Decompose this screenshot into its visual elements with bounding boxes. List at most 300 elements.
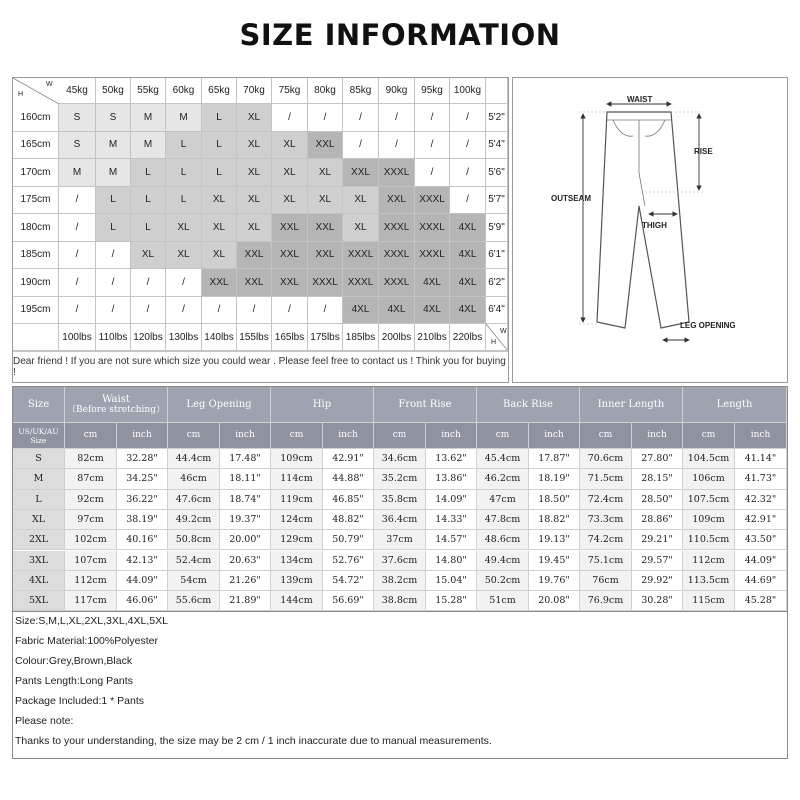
cm-value: 36.4cm <box>374 510 426 530</box>
footer-height-label: H <box>491 339 497 346</box>
inch-subheader: inch <box>323 423 374 449</box>
size-cell: XXXL <box>379 242 415 270</box>
inch-value: 14.09" <box>426 490 477 510</box>
size-cell: XXXL <box>415 214 450 242</box>
cm-value: 45.4cm <box>477 449 529 469</box>
inch-value: 46.85" <box>323 490 374 510</box>
weight-kg-header: 85kg <box>343 78 379 104</box>
cm-value: 48.6cm <box>477 530 529 550</box>
waist-label: WAIST <box>627 95 653 104</box>
size-cell: / <box>59 269 96 297</box>
inch-value: 44.69" <box>735 571 787 591</box>
size-cell: XL <box>131 242 166 270</box>
inch-subheader: inch <box>735 423 787 449</box>
cm-value: 49.2cm <box>168 510 220 530</box>
back-rise-header <box>477 387 580 423</box>
inch-value: 17.87" <box>529 449 580 469</box>
waist-subheader: （Before stretching） <box>67 404 165 415</box>
cm-value: 104.5cm <box>683 449 735 469</box>
grid-note: Dear friend ! If you are not sure which size you could wear . Please feel free to contact us ! Think you for buying ! <box>13 351 508 382</box>
size-cell: L <box>202 132 237 160</box>
size-label: XL <box>13 510 65 530</box>
inch-subheader: inch <box>220 423 271 449</box>
inch-value: 21.26" <box>220 571 271 591</box>
height-ft-label: 5'4" <box>486 132 508 160</box>
size-cell: S <box>59 104 96 132</box>
weight-kg-header: 90kg <box>379 78 415 104</box>
height-ft-label: 5'7" <box>486 187 508 215</box>
note-line: Size:S,M,L,XL,2XL,3XL,4XL,5XL <box>15 615 168 627</box>
note-line: Please note: <box>15 715 74 727</box>
weight-kg-header: 65kg <box>202 78 237 104</box>
cm-value: 129cm <box>271 530 323 550</box>
inch-value: 56.69" <box>323 591 374 611</box>
inch-value: 27.80" <box>632 449 683 469</box>
cm-value: 76cm <box>580 571 632 591</box>
size-cell: XXL <box>343 159 379 187</box>
inch-value: 18.82" <box>529 510 580 530</box>
cm-value: 113.5cm <box>683 571 735 591</box>
cm-value: 97cm <box>65 510 117 530</box>
size-cell: XL <box>202 187 237 215</box>
weight-lbs-footer: 165lbs <box>272 324 308 351</box>
inch-value: 42.91" <box>735 510 787 530</box>
size-label: 5XL <box>13 591 65 611</box>
cm-value: 92cm <box>65 490 117 510</box>
height-cm-label: 165cm <box>13 132 59 160</box>
weight-kg-header: 55kg <box>131 78 166 104</box>
cm-value: 35.8cm <box>374 490 426 510</box>
weight-kg-header: 75kg <box>272 78 308 104</box>
size-cell: XL <box>343 187 379 215</box>
weight-kg-header: 60kg <box>166 78 202 104</box>
height-ft-label: 6'4" <box>486 297 508 325</box>
cm-subheader: cm <box>65 423 117 449</box>
pants-outline-drawing <box>513 78 787 382</box>
size-cell: / <box>96 297 131 325</box>
size-cell: 4XL <box>450 269 486 297</box>
height-cm-label: 160cm <box>13 104 59 132</box>
size-cell: XXXL <box>379 159 415 187</box>
cm-value: 82cm <box>65 449 117 469</box>
cm-value: 46cm <box>168 469 220 489</box>
cm-value: 117cm <box>65 591 117 611</box>
cm-value: 76.9cm <box>580 591 632 611</box>
size-cell: XXXL <box>379 269 415 297</box>
inch-value: 19.76" <box>529 571 580 591</box>
inch-value: 42.32" <box>735 490 787 510</box>
size-label: M <box>13 469 65 489</box>
size-cell: L <box>131 159 166 187</box>
cm-value: 144cm <box>271 591 323 611</box>
size-cell: XL <box>237 104 272 132</box>
inch-value: 18.11" <box>220 469 271 489</box>
height-cm-label: 190cm <box>13 269 59 297</box>
size-label: S <box>13 449 65 469</box>
height-cm-label: 195cm <box>13 297 59 325</box>
size-cell: XL <box>237 159 272 187</box>
cm-value: 37cm <box>374 530 426 550</box>
cm-value: 44.4cm <box>168 449 220 469</box>
size-cell: 4XL <box>450 242 486 270</box>
inner-length-header <box>580 387 683 423</box>
size-cell: / <box>272 297 308 325</box>
size-cell: XXL <box>272 242 308 270</box>
size-cell: XXL <box>379 187 415 215</box>
inch-value: 29.21" <box>632 530 683 550</box>
height-cm-label: 170cm <box>13 159 59 187</box>
cm-value: 47cm <box>477 490 529 510</box>
size-cell: / <box>450 132 486 160</box>
size-cell: XL <box>237 187 272 215</box>
inch-value: 28.50" <box>632 490 683 510</box>
size-cell: XXXL <box>308 269 343 297</box>
size-cell: / <box>343 104 379 132</box>
waist-header-label: Waist <box>102 393 130 405</box>
inch-value: 36.22" <box>117 490 168 510</box>
size-cell: / <box>450 159 486 187</box>
size-cell: M <box>166 104 202 132</box>
footer-blank <box>13 324 59 351</box>
cm-value: 119cm <box>271 490 323 510</box>
weight-lbs-footer: 130lbs <box>166 324 202 351</box>
size-cell: 4XL <box>415 297 450 325</box>
rise-label: RISE <box>694 147 713 156</box>
region-size-header: US/UK/AU Size <box>13 423 65 449</box>
size-cell: M <box>96 132 131 160</box>
outseam-label: OUTSEAM <box>551 194 591 203</box>
inch-subheader: inch <box>426 423 477 449</box>
size-cell: 4XL <box>415 269 450 297</box>
inch-value: 42.91" <box>323 449 374 469</box>
inch-value: 18.50" <box>529 490 580 510</box>
size-cell: XL <box>272 132 308 160</box>
size-header: Size <box>13 387 65 423</box>
size-cell: XXL <box>272 214 308 242</box>
back-rise-header-label: Back Rise <box>503 399 553 410</box>
size-cell: L <box>202 104 237 132</box>
size-cell: / <box>166 269 202 297</box>
cm-value: 38.2cm <box>374 571 426 591</box>
cm-value: 37.6cm <box>374 551 426 571</box>
inch-value: 32.28" <box>117 449 168 469</box>
inch-value: 46.06" <box>117 591 168 611</box>
inch-subheader: inch <box>529 423 580 449</box>
size-cell: 4XL <box>343 297 379 325</box>
size-cell: L <box>96 214 131 242</box>
cm-value: 54cm <box>168 571 220 591</box>
inch-value: 42.13" <box>117 551 168 571</box>
inch-value: 15.28" <box>426 591 477 611</box>
page-title: SIZE INFORMATION <box>239 18 561 52</box>
height-ft-label: 5'9" <box>486 214 508 242</box>
inch-value: 40.16" <box>117 530 168 550</box>
size-cell: M <box>59 159 96 187</box>
inch-value: 29.92" <box>632 571 683 591</box>
size-cell: XXXL <box>343 269 379 297</box>
cm-value: 102cm <box>65 530 117 550</box>
cm-value: 112cm <box>683 551 735 571</box>
inch-value: 38.19" <box>117 510 168 530</box>
size-cell: / <box>166 297 202 325</box>
cm-value: 34.6cm <box>374 449 426 469</box>
size-cell: / <box>131 297 166 325</box>
size-cell: / <box>272 104 308 132</box>
inch-value: 41.14" <box>735 449 787 469</box>
waist-header <box>65 387 168 423</box>
cm-value: 47.8cm <box>477 510 529 530</box>
cm-value: 109cm <box>683 510 735 530</box>
cm-value: 124cm <box>271 510 323 530</box>
size-cell: / <box>415 159 450 187</box>
size-cell: / <box>59 214 96 242</box>
size-cell: M <box>131 132 166 160</box>
cm-value: 50.8cm <box>168 530 220 550</box>
note-line: Colour:Grey,Brown,Black <box>15 655 133 667</box>
size-cell: L <box>166 159 202 187</box>
size-cell: L <box>131 187 166 215</box>
inch-value: 21.89" <box>220 591 271 611</box>
cm-value: 110.5cm <box>683 530 735 550</box>
cm-value: 106cm <box>683 469 735 489</box>
cm-subheader: cm <box>271 423 323 449</box>
inch-value: 52.76" <box>323 551 374 571</box>
cm-value: 115cm <box>683 591 735 611</box>
cm-value: 49.4cm <box>477 551 529 571</box>
cm-value: 50.2cm <box>477 571 529 591</box>
inch-value: 18.74" <box>220 490 271 510</box>
cm-value: 72.4cm <box>580 490 632 510</box>
cm-value: 46.2cm <box>477 469 529 489</box>
length-header <box>683 387 787 423</box>
leg-opening-header-label: Leg Opening <box>186 399 252 410</box>
note-line: Package Included:1 * Pants <box>15 695 145 707</box>
weight-kg-header: 80kg <box>308 78 343 104</box>
height-cm-label: 185cm <box>13 242 59 270</box>
size-cell: XL <box>166 242 202 270</box>
size-cell: L <box>96 187 131 215</box>
height-cm-label: 180cm <box>13 214 59 242</box>
height-ft-label: 5'2" <box>486 104 508 132</box>
inch-value: 54.72" <box>323 571 374 591</box>
height-ft-label: 6'2" <box>486 269 508 297</box>
cm-value: 51cm <box>477 591 529 611</box>
size-cell: XXL <box>308 214 343 242</box>
weight-lbs-footer: 140lbs <box>202 324 237 351</box>
size-cell: M <box>131 104 166 132</box>
cm-subheader: cm <box>580 423 632 449</box>
size-cell: / <box>415 104 450 132</box>
size-cell: / <box>450 187 486 215</box>
size-cell: XL <box>202 214 237 242</box>
cm-value: 139cm <box>271 571 323 591</box>
cm-value: 114cm <box>271 469 323 489</box>
weight-lbs-footer: 155lbs <box>237 324 272 351</box>
cm-value: 87cm <box>65 469 117 489</box>
inch-value: 19.45" <box>529 551 580 571</box>
cm-value: 107.5cm <box>683 490 735 510</box>
inch-value: 14.80" <box>426 551 477 571</box>
cm-value: 71.5cm <box>580 469 632 489</box>
corner-weight-label: W <box>46 81 53 88</box>
weight-lbs-footer: 120lbs <box>131 324 166 351</box>
inch-value: 13.86" <box>426 469 477 489</box>
thigh-label: THIGH <box>642 221 667 230</box>
size-cell: / <box>59 242 96 270</box>
weight-kg-header: 50kg <box>96 78 131 104</box>
size-cell: XXL <box>237 269 272 297</box>
size-cell: L <box>131 214 166 242</box>
footer-corner <box>486 324 508 351</box>
weight-lbs-footer: 200lbs <box>379 324 415 351</box>
size-cell: XXXL <box>379 214 415 242</box>
weight-kg-header: 95kg <box>415 78 450 104</box>
size-cell: / <box>308 104 343 132</box>
size-cell: L <box>202 159 237 187</box>
size-cell: / <box>237 297 272 325</box>
product-notes <box>12 611 788 759</box>
size-cell: XXXL <box>415 187 450 215</box>
size-cell: XXXL <box>415 242 450 270</box>
cm-value: 109cm <box>271 449 323 469</box>
height-cm-label: 175cm <box>13 187 59 215</box>
inch-value: 19.37" <box>220 510 271 530</box>
leg-opening-header <box>168 387 271 423</box>
cm-value: 70.6cm <box>580 449 632 469</box>
inch-value: 43.50" <box>735 530 787 550</box>
footer-weight-label: W <box>500 328 507 335</box>
cm-value: 107cm <box>65 551 117 571</box>
pants-diagram <box>512 77 788 383</box>
cm-value: 52.4cm <box>168 551 220 571</box>
inch-value: 19.13" <box>529 530 580 550</box>
size-cell: / <box>59 297 96 325</box>
hip-header <box>271 387 374 423</box>
size-cell: S <box>59 132 96 160</box>
size-cell: 4XL <box>379 297 415 325</box>
note-line: Fabric Material:100%Polyester <box>15 635 158 647</box>
front-rise-header-label: Front Rise <box>398 399 452 410</box>
inch-subheader: inch <box>117 423 168 449</box>
corner-height-label: H <box>18 91 24 98</box>
inner-length-header-label: Inner Length <box>597 399 665 410</box>
size-cell: XXL <box>202 269 237 297</box>
length-header-label: Length <box>716 399 753 410</box>
weight-kg-header: 70kg <box>237 78 272 104</box>
cm-value: 38.8cm <box>374 591 426 611</box>
size-cell: L <box>166 187 202 215</box>
inch-value: 15.04" <box>426 571 477 591</box>
inch-value: 44.88" <box>323 469 374 489</box>
weight-lbs-footer: 220lbs <box>450 324 486 351</box>
cm-value: 47.6cm <box>168 490 220 510</box>
size-cell: XL <box>308 187 343 215</box>
inch-value: 30.28" <box>632 591 683 611</box>
size-label: L <box>13 490 65 510</box>
size-cell: / <box>450 104 486 132</box>
measurement-table <box>12 386 788 611</box>
inch-value: 20.00" <box>220 530 271 550</box>
inch-value: 18.19" <box>529 469 580 489</box>
size-cell: / <box>131 269 166 297</box>
weight-lbs-footer: 110lbs <box>96 324 131 351</box>
size-cell: XL <box>272 187 308 215</box>
cm-value: 75.1cm <box>580 551 632 571</box>
cm-subheader: cm <box>374 423 426 449</box>
inch-value: 17.48" <box>220 449 271 469</box>
size-cell: XL <box>237 214 272 242</box>
inch-value: 44.09" <box>117 571 168 591</box>
header-blank <box>486 78 508 104</box>
inch-value: 20.63" <box>220 551 271 571</box>
cm-subheader: cm <box>477 423 529 449</box>
size-cell: / <box>308 297 343 325</box>
size-cell: / <box>202 297 237 325</box>
weight-kg-header: 100kg <box>450 78 486 104</box>
inch-value: 28.15" <box>632 469 683 489</box>
size-label: 2XL <box>13 530 65 550</box>
cm-value: 55.6cm <box>168 591 220 611</box>
size-cell: / <box>59 187 96 215</box>
cm-value: 134cm <box>271 551 323 571</box>
size-cell: / <box>96 269 131 297</box>
inch-value: 14.33" <box>426 510 477 530</box>
size-cell: XL <box>272 159 308 187</box>
weight-lbs-footer: 175lbs <box>308 324 343 351</box>
cm-subheader: cm <box>168 423 220 449</box>
inch-value: 20.08" <box>529 591 580 611</box>
size-cell: XXXL <box>343 242 379 270</box>
cm-subheader: cm <box>683 423 735 449</box>
front-rise-header <box>374 387 477 423</box>
cm-value: 112cm <box>65 571 117 591</box>
size-cell: XXL <box>308 242 343 270</box>
weight-lbs-footer: 210lbs <box>415 324 450 351</box>
inch-subheader: inch <box>632 423 683 449</box>
size-cell: XL <box>202 242 237 270</box>
inch-value: 41.73" <box>735 469 787 489</box>
leg-opening-label: LEG OPENING <box>680 321 736 330</box>
size-recommendation-grid <box>12 77 509 383</box>
size-cell: 4XL <box>450 214 486 242</box>
cm-value: 35.2cm <box>374 469 426 489</box>
height-ft-label: 6'1" <box>486 242 508 270</box>
size-cell: / <box>379 104 415 132</box>
height-ft-label: 5'6" <box>486 159 508 187</box>
size-cell: / <box>379 132 415 160</box>
cm-value: 73.3cm <box>580 510 632 530</box>
weight-lbs-footer: 185lbs <box>343 324 379 351</box>
size-cell: M <box>96 159 131 187</box>
size-cell: 4XL <box>450 297 486 325</box>
inch-value: 34.25" <box>117 469 168 489</box>
inch-value: 48.82" <box>323 510 374 530</box>
size-cell: XXL <box>308 132 343 160</box>
size-cell: / <box>343 132 379 160</box>
inch-value: 14.57" <box>426 530 477 550</box>
inch-value: 50.79" <box>323 530 374 550</box>
weight-kg-header: 45kg <box>59 78 96 104</box>
size-cell: XXL <box>237 242 272 270</box>
note-line: Thanks to your understanding, the size may be 2 cm / 1 inch inaccurate due to manual measurements. <box>15 735 492 747</box>
size-cell: XL <box>237 132 272 160</box>
inch-value: 29.57" <box>632 551 683 571</box>
cm-value: 74.2cm <box>580 530 632 550</box>
size-label: 4XL <box>13 571 65 591</box>
size-cell: XXL <box>272 269 308 297</box>
size-cell: / <box>415 132 450 160</box>
inch-value: 13.62" <box>426 449 477 469</box>
